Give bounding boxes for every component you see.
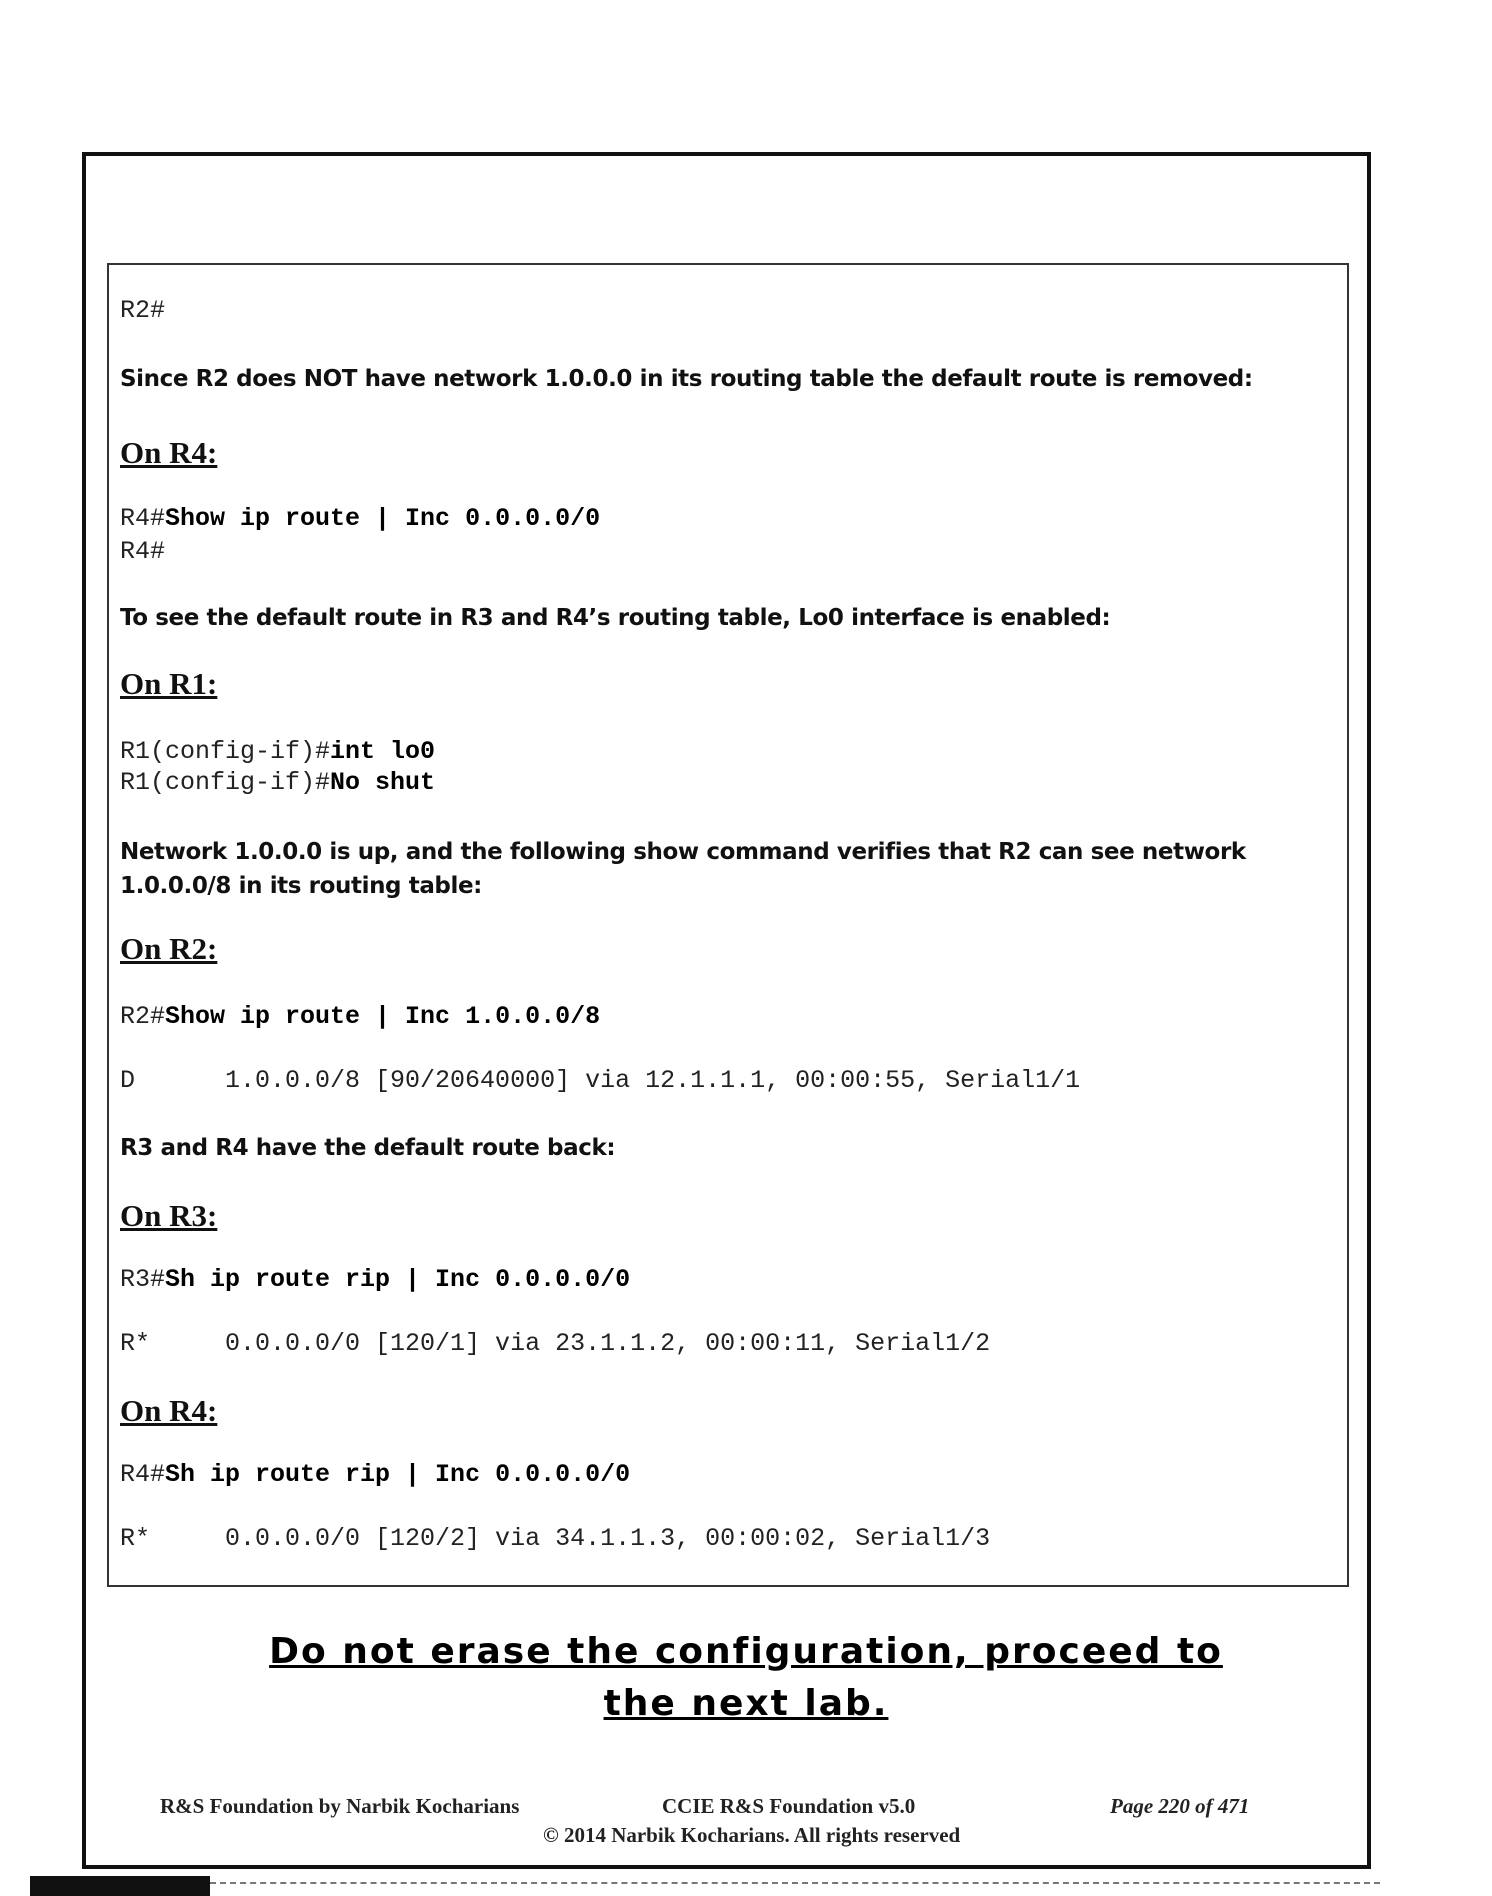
cli-command-r4-show [120,504,600,533]
content-box [107,263,1349,1587]
cli-prompt: R1(config-if)# [120,737,331,766]
footer-copyright: © 2014 Narbik Kocharians. All rights reserved [543,1823,961,1847]
paragraph-network-up: Network 1.0.0.0 is up, and the following show command verifies that R2 can see network 1.0.0.0/8 in its routing table: [120,839,1246,899]
cli-command: Sh ip route rip | Inc 0.0.0.0/0 [165,1265,631,1294]
cli-command: Sh ip route rip | Inc 0.0.0.0/0 [165,1460,631,1489]
footer-page-number: Page 220 of 471 [1110,1794,1250,1818]
cli-command: int lo0 [330,737,436,766]
cli-prompt: R3# [120,1265,166,1294]
paragraph-default-back: R3 and R4 have the default route back: [120,1135,616,1161]
cli-output-r2-prompt: R2# [120,296,166,325]
cli-prompt: R2# [120,1002,166,1031]
heading-on-r4: On R4: [120,435,218,470]
footer-author: R&S Foundation by Narbik Kocharians [160,1794,520,1818]
scan-artifact-bar [30,1876,210,1896]
paragraph-lo0-enabled: To see the default route in R3 and R4’s routing table, Lo0 interface is enabled: [120,605,1111,631]
footer-title: CCIE R&S Foundation v5.0 [662,1794,916,1818]
cli-command-r3-show [120,1265,630,1294]
cli-command: Show ip route | Inc 0.0.0.0/0 [165,504,601,533]
cli-command-r1-int [120,737,435,766]
cli-prompt: R4# [120,1460,166,1489]
cli-output-r4-prompt: R4# [120,537,166,566]
heading-on-r3: On R3: [120,1198,218,1233]
cli-output-r3-route: R* 0.0.0.0/0 [120/1] via 23.1.1.2, 00:00:11, Serial1/2 [120,1329,991,1358]
heading-on-r1: On R1: [120,666,218,701]
cli-command-r2-show [120,1002,600,1031]
paragraph-default-removed: Since R2 does NOT have network 1.0.0.0 in its routing table the default route is removed: [120,366,1253,392]
cli-output-r4-route: R* 0.0.0.0/0 [120/2] via 34.1.1.3, 00:00:02, Serial1/3 [120,1524,991,1553]
cli-command-r4-show-rip [120,1460,630,1489]
cli-prompt: R1(config-if)# [120,768,331,797]
cli-command-r1-noshut [120,768,435,797]
cli-command: Show ip route | Inc 1.0.0.0/8 [165,1002,601,1031]
cli-output-r2-route: D 1.0.0.0/8 [90/20640000] via 12.1.1.1, 00:00:55, Serial1/1 [120,1066,1081,1095]
heading-on-r2: On R2: [120,931,218,966]
cli-prompt: R4# [120,504,166,533]
closing-line-1: Do not erase the configuration, proceed to [269,1631,1223,1672]
cli-command: No shut [330,768,436,797]
closing-line-2: the next lab. [603,1683,889,1724]
scan-artifact-line [210,1882,1380,1884]
heading-on-r4-second: On R4: [120,1393,218,1428]
